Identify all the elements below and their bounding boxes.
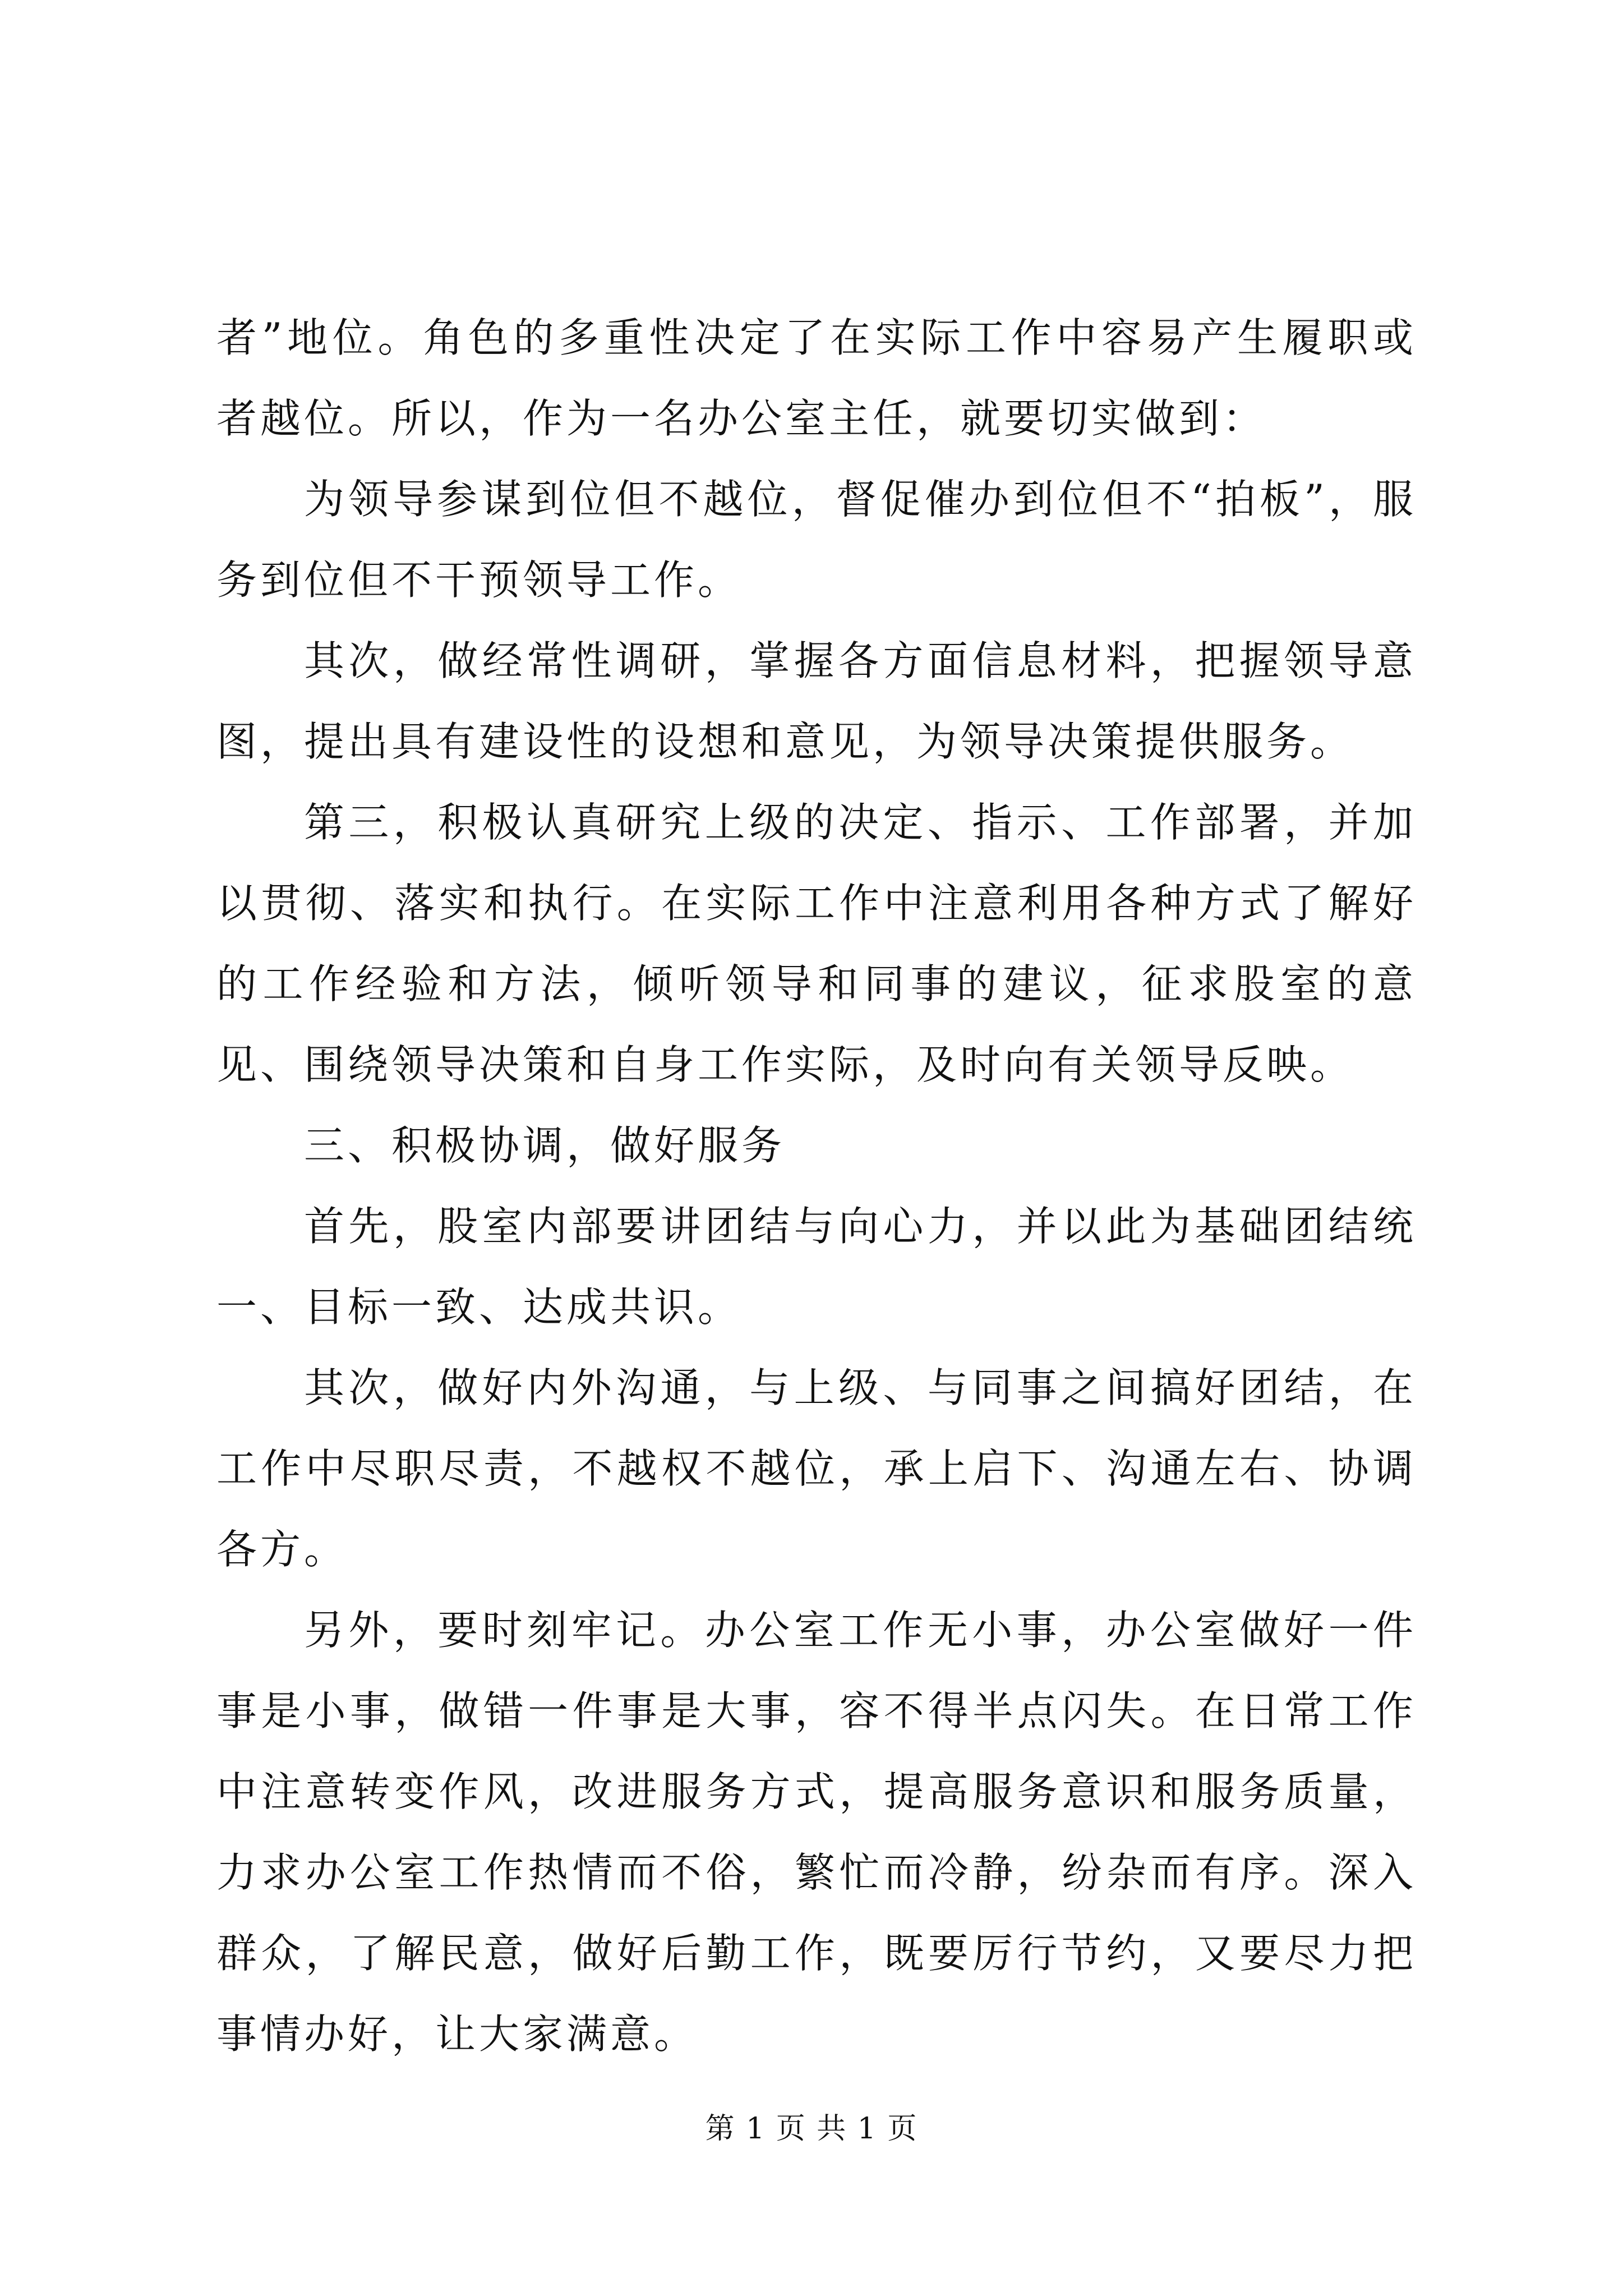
paragraph-service-quality: 另外，要时刻牢记。办公室工作无小事，办公室做好一件事是小事，做错一件事是大事，容不得半点闪失。在日常工作中注意转变作风，改进服务方式，提高服务意识和服务质量，力求办公室工作热情而不俗，繁忙而冷静，纷杂而有序。深入群众，了解民意，做好后勤工作，既要厉行节约，又要尽力把事情办好，让大家满意。 bbox=[216, 1607, 1417, 2058]
paragraph-unity: 首先，股室内部要讲团结与向心力，并以此为基础团结统一、目标一致、达成共识。 bbox=[216, 1203, 1417, 1331]
document-body bbox=[216, 297, 1417, 2074]
paragraph-implement: 第三，积极认真研究上级的决定、指示、工作部署，并加以贯彻、落实和执行。在实际工作中注意利用各种方式了解好的工作经验和方法，倾听领导和同事的建议，征求股室的意见、围绕领导决策和自身工作实际，及时向有关领导反映。 bbox=[216, 799, 1417, 1088]
paragraph-advise-leaders: 为领导参谋到位但不越位，督促催办到位但不“拍板”，服务到位但不干预领导工作。 bbox=[216, 476, 1417, 604]
paragraph-communication: 其次，做好内外沟通，与上级、与同事之间搞好团结，在工作中尽职尽责，不越权不越位，承上启下、沟通左右、协调各方。 bbox=[216, 1364, 1417, 1573]
section-heading-coordinate: 三、积极协调，做好服务 bbox=[304, 1122, 786, 1169]
paragraph-continuation: 者”地位。角色的多重性决定了在实际工作中容易产生履职或者越位。所以，作为一名办公室主任，就要切实做到： bbox=[216, 314, 1417, 442]
page-footer: 第 1 页 共 1 页 bbox=[705, 2112, 918, 2146]
paragraph-research: 其次，做经常性调研，掌握各方面信息材料，把握领导意图，提出具有建设性的设想和意见，为领导决策提供服务。 bbox=[216, 637, 1417, 765]
